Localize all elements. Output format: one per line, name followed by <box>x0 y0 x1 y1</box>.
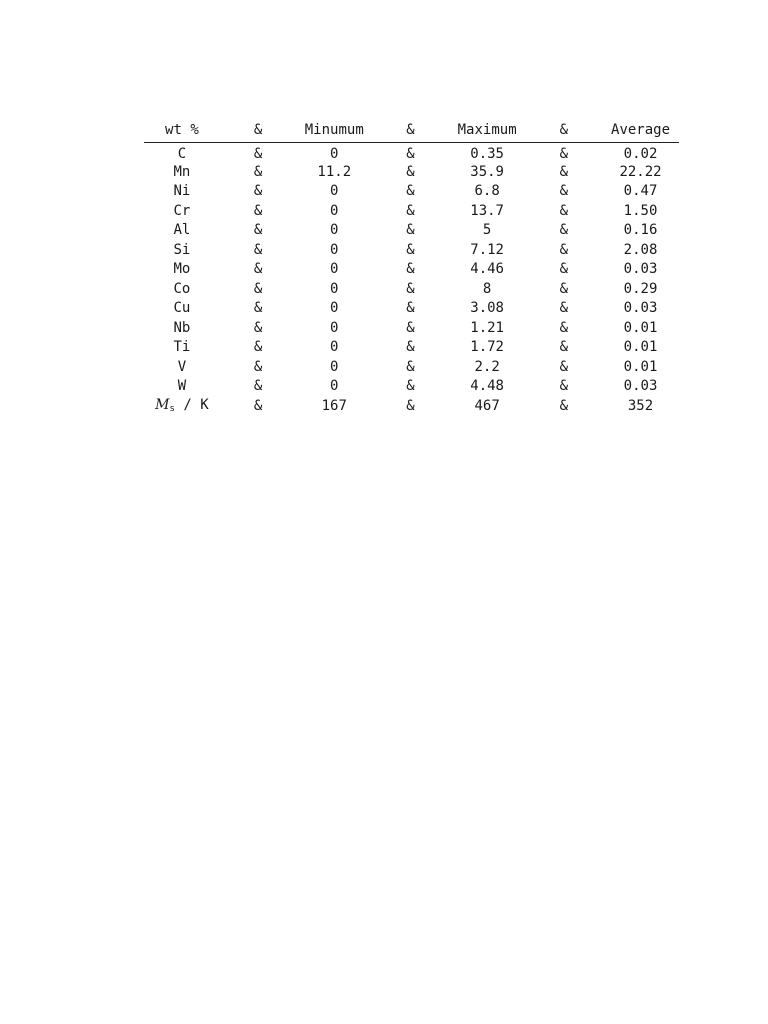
element-label: Al <box>173 222 191 239</box>
element-label: Co <box>173 280 191 297</box>
row-separator: & <box>406 241 415 258</box>
minimum-value: 0 <box>330 202 339 219</box>
element-label: Mn <box>173 163 191 180</box>
header-separator: & <box>220 118 297 143</box>
row-separator: & <box>406 378 415 395</box>
minimum-value: 0 <box>330 358 339 375</box>
minimum-value: 0 <box>330 319 339 336</box>
row-separator: & <box>559 146 569 162</box>
average-value: 0.03 <box>623 378 658 395</box>
maximum-value: 1.72 <box>470 339 504 356</box>
row-separator: & <box>253 202 263 219</box>
table-row <box>144 240 679 260</box>
table-row <box>144 318 679 338</box>
row-separator: & <box>406 222 415 239</box>
minimum-value: 11.2 <box>317 163 352 180</box>
row-separator: & <box>559 397 569 414</box>
row-separator: & <box>253 397 263 414</box>
element-label: Ni <box>173 183 191 200</box>
table-row <box>144 143 679 163</box>
row-separator: & <box>253 183 263 200</box>
row-separator: & <box>406 300 415 317</box>
row-separator: & <box>559 202 569 219</box>
average-value: 0.01 <box>623 339 658 356</box>
row-separator: & <box>253 261 263 278</box>
element-label: Nb <box>173 319 191 336</box>
row-separator: & <box>559 378 569 395</box>
maximum-value: 2.2 <box>474 358 500 375</box>
table-row <box>144 357 679 377</box>
row-separator: & <box>253 319 263 336</box>
maximum-value: 13.7 <box>470 202 504 219</box>
row-separator: & <box>406 163 415 180</box>
maximum-value: 0.35 <box>470 146 504 162</box>
row-separator: & <box>253 300 263 317</box>
minimum-value: 0 <box>330 183 339 200</box>
average-value: 2.08 <box>623 241 658 258</box>
row-separator: & <box>559 222 569 239</box>
table-row-ms <box>144 396 679 416</box>
average-value: 0.01 <box>623 358 658 375</box>
maximum-value: 467 <box>474 397 500 414</box>
row-separator: & <box>253 163 263 180</box>
row-separator: & <box>559 319 569 336</box>
row-separator: & <box>253 146 263 162</box>
composition-table <box>144 118 679 416</box>
table-row <box>144 260 679 280</box>
average-value: 0.03 <box>623 261 658 278</box>
table-row <box>144 201 679 221</box>
minimum-value: 0 <box>330 280 339 297</box>
element-label: Si <box>173 241 191 258</box>
row-separator: & <box>253 339 263 356</box>
table-row <box>144 221 679 241</box>
ms-label <box>144 396 220 416</box>
table-row <box>144 377 679 397</box>
minimum-value: 0 <box>330 378 339 395</box>
maximum-value: 3.08 <box>470 300 504 317</box>
row-separator: & <box>559 183 569 200</box>
header-separator: & <box>372 118 449 143</box>
row-separator: & <box>559 261 569 278</box>
table-header <box>144 118 679 143</box>
element-label: Mo <box>173 261 191 278</box>
header-average: Average <box>602 118 679 143</box>
row-separator: & <box>559 300 569 317</box>
maximum-value: 4.48 <box>470 378 504 395</box>
element-label: C <box>177 146 187 162</box>
header-minimum: Minumum <box>296 118 372 143</box>
row-separator: & <box>253 358 263 375</box>
header-wt-percent: wt % <box>144 118 220 143</box>
average-value: 0.02 <box>623 146 658 162</box>
row-separator: & <box>406 319 415 336</box>
table-row <box>144 338 679 358</box>
table-row <box>144 279 679 299</box>
row-separator: & <box>253 241 263 258</box>
element-label: Ti <box>173 339 191 356</box>
average-value: 22.22 <box>619 163 662 180</box>
row-separator: & <box>559 339 569 356</box>
table-row <box>144 182 679 202</box>
row-separator: & <box>253 280 263 297</box>
row-separator: & <box>406 261 415 278</box>
maximum-value: 5 <box>482 222 492 239</box>
row-separator: & <box>559 358 569 375</box>
minimum-value: 167 <box>321 397 347 414</box>
row-separator: & <box>559 280 569 297</box>
minimum-value: 0 <box>330 300 339 317</box>
minimum-value: 0 <box>330 222 339 239</box>
average-value: 0.01 <box>623 319 658 336</box>
maximum-value: 35.9 <box>470 163 504 180</box>
table-body <box>144 143 679 416</box>
minimum-value: 0 <box>330 339 339 356</box>
row-separator: & <box>406 280 415 297</box>
minimum-value: 0 <box>330 261 339 278</box>
maximum-value: 7.12 <box>470 241 504 258</box>
header-maximum: Maximum <box>449 118 526 143</box>
maximum-value: 4.46 <box>470 261 504 278</box>
average-value: 0.16 <box>623 222 658 239</box>
ms-subscript: s <box>169 404 175 415</box>
row-separator: & <box>559 163 569 180</box>
average-value: 0.29 <box>623 280 658 297</box>
row-separator: & <box>253 222 263 239</box>
row-separator: & <box>253 378 263 395</box>
minimum-value: 0 <box>330 241 339 258</box>
element-label: Cu <box>173 300 191 317</box>
row-separator: & <box>406 358 415 375</box>
minimum-value: 0 <box>330 146 339 162</box>
row-separator: & <box>406 397 415 414</box>
row-separator: & <box>406 339 415 356</box>
maximum-value: 6.8 <box>474 183 500 200</box>
element-label: W <box>177 378 187 395</box>
row-separator: & <box>406 183 415 200</box>
row-separator: & <box>406 202 415 219</box>
header-separator: & <box>526 118 603 143</box>
maximum-value: 1.21 <box>470 319 504 336</box>
element-label: Cr <box>173 202 191 219</box>
ms-unit: / K <box>174 397 209 414</box>
average-value: 352 <box>627 397 654 414</box>
ms-symbol: M <box>155 397 170 414</box>
row-separator: & <box>559 241 569 258</box>
maximum-value: 8 <box>482 280 492 297</box>
average-value: 0.03 <box>623 300 658 317</box>
table-row <box>144 162 679 182</box>
row-separator: & <box>406 146 415 162</box>
element-label: V <box>177 358 187 375</box>
average-value: 0.47 <box>623 183 658 200</box>
average-value: 1.50 <box>623 202 658 219</box>
table-row <box>144 299 679 319</box>
